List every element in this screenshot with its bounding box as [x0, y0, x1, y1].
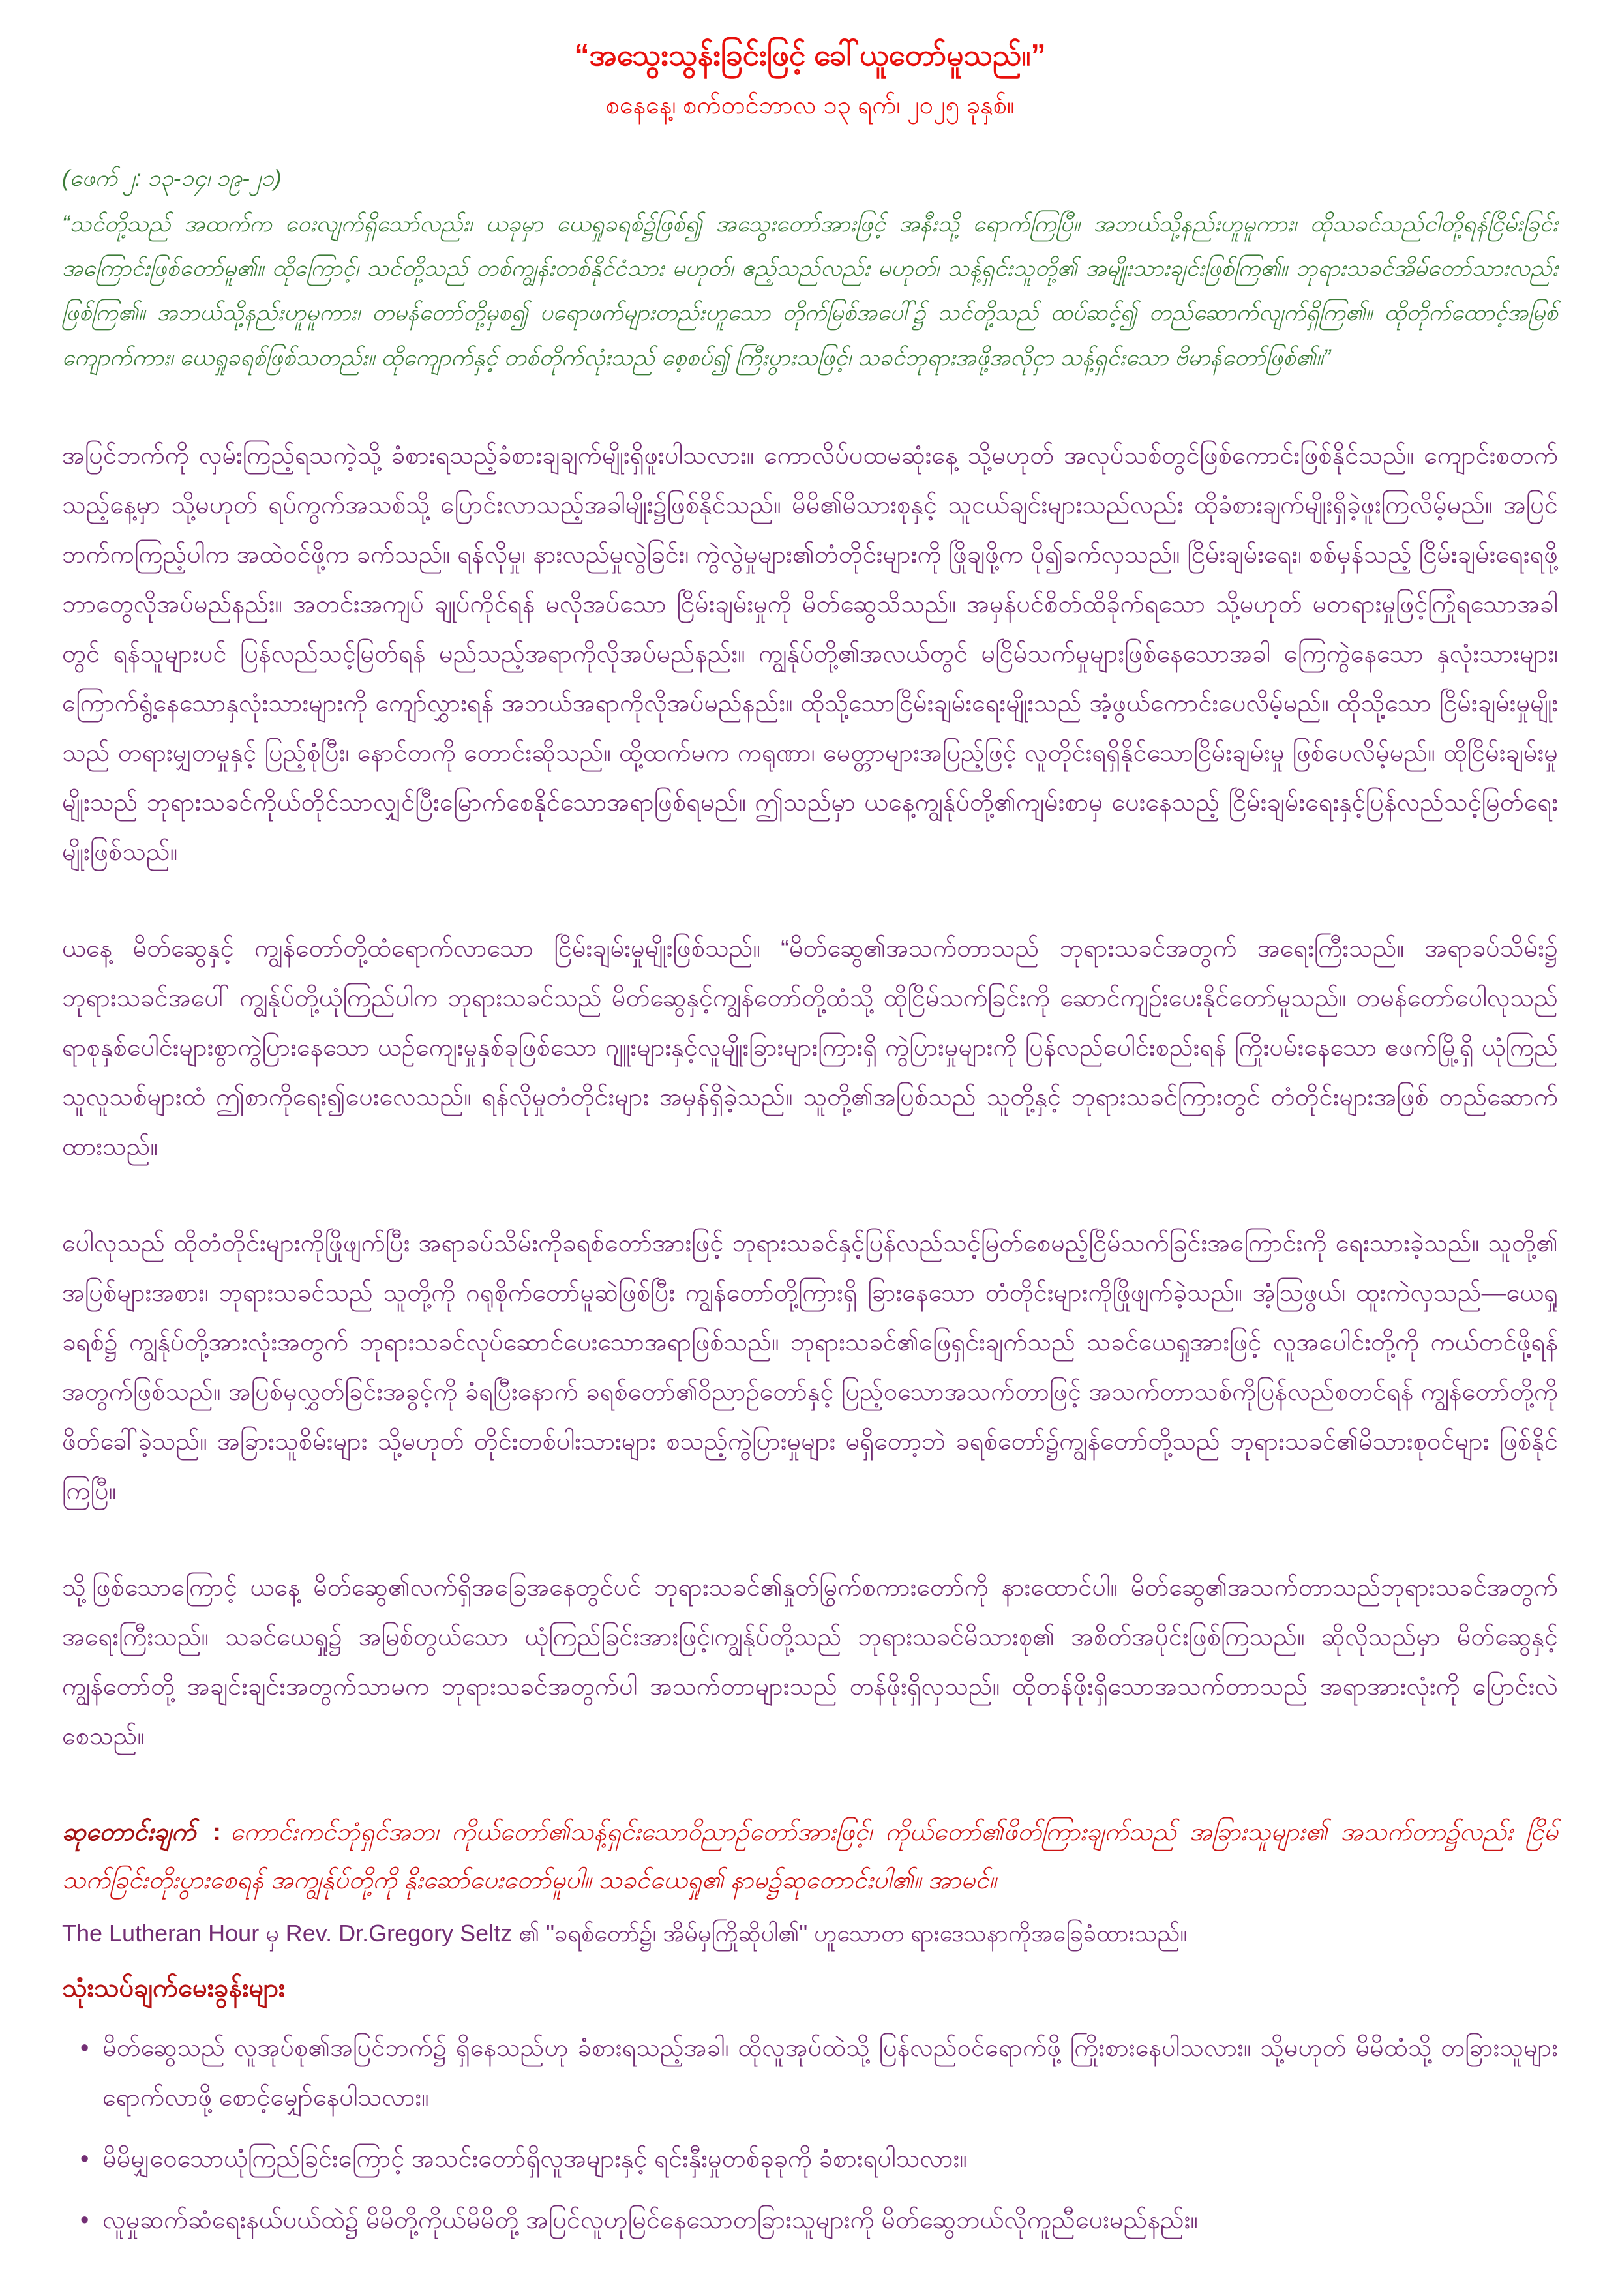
body-paragraph-3: ပေါလုသည် ထိုတံတိုင်းများကိုဖြိုဖျက်ပြီး အရာခပ်သိမ်းကိုခရစ်တော်အားဖြင့် ဘုရားသခင်နှင့်ပြန်လည်သင့်မြတ်စေမည့်ငြိမ်သက်ခြင်းအကြောင်းကို ရေးသားခဲ့သည်။ သူတို့၏ အပြစ်များအစား၊ ဘုရားသခင်သည် သူတို့ကို ဂရုစိုက်တော်မူဆဲဖြစ်ပြီး ကျွန်တော်တို့ကြားရှိ ခြားနေသော တံတိုင်းများကိုဖြိုဖျက်ခဲ့သည်။ အံ့သြဖွယ်၊ ထူးကဲလှသည်—ယေရှုခရစ်၌ ကျွန်ုပ်တို့အားလုံးအတွက် ဘုရားသခင်လုပ်ဆောင်ပေးသောအရာဖြစ်သည်။ ဘုရားသခင်၏ဖြေရှင်းချက်သည် သခင်ယေရှုအားဖြင့် လူအပေါင်းတို့ကို ကယ်တင်ဖို့ရန်အတွက်ဖြစ်သည်။ အပြစ်မှလွှတ်ခြင်းအခွင့်ကို ခံရပြီးနောက် ခရစ်တော်၏ဝိညာဉ်တော်နှင့် ပြည့်ဝသောအသက်တာဖြင့် အသက်တာသစ်ကိုပြန်လည်စတင်ရန် ကျွန်တော်တို့ကို ဖိတ်ခေါ်ခဲ့သည်။ အခြားသူစိမ်းများ သို့မဟုတ် တိုင်းတစ်ပါးသားများ စသည့်ကွဲပြားမှုများ မရှိတော့ဘဲ ခရစ်တော်၌ကျွန်တော်တို့သည် ဘုရားသခင်၏မိသားစုဝင်များ ဖြစ်နိုင်ကြပြီ။ [62, 1229, 1558, 1505]
document-title: “အသွေးသွန်းခြင်းဖြင့် ခေါ်ယူတော်မူသည်။” [574, 38, 1046, 72]
question-item [62, 2134, 1558, 2184]
bullet-icon: • [80, 2207, 89, 2235]
scripture-quote: “သင်တို့သည် အထက်က ဝေးလျက်ရှိသော်လည်း၊ ယခုမှာ ယေရှုခရစ်၌ဖြစ်၍ အသွေးတော်အားဖြင့် အနီးသို့ ရောက်ကြပြီ။ အဘယ်သို့နည်းဟူမူကား၊ ထိုသခင်သည်ငါတို့ရန်ငြိမ်းခြင်းအကြောင်းဖြစ်တော်မူ၏။ ထိုကြောင့်၊ သင်တို့သည် တစ်ကျွန်းတစ်နိုင်ငံသား မဟုတ်၊ ဧည့်သည်လည်း မဟုတ်၊ သန့်ရှင်းသူတို့၏ အမျိုးသားချင်းဖြစ်ကြ၏။ ဘုရားသခင်အိမ်တော်သားလည်း ဖြစ်ကြ၏။ အဘယ်သို့နည်းဟူမူကား၊ တမန်တော်တို့မှစ၍ ပရောဖက်များတည်းဟူသော တိုက်မြစ်အပေါ်၌ သင်တို့သည် ထပ်ဆင့်၍ တည်ဆောက်လျက်ရှိကြ၏။ ထိုတိုက်ထောင့်အမြစ်ကျောက်ကား၊ ယေရှုခရစ်ဖြစ်သတည်း။ ထိုကျောက်နှင့် တစ်တိုက်လုံးသည် စေ့စပ်၍ ကြီးပွားသဖြင့်၊ သခင်ဘုရားအဖို့အလိုငှာ သန့်ရှင်းသော ဗိမာန်တော်ဖြစ်၏။” [62, 211, 1558, 370]
body-paragraph-1: အပြင်ဘက်ကို လှမ်းကြည့်ရသကဲ့သို့ ခံစားရသည့်ခံစားချချက်မျိုးရှိဖူးပါသလား။ ကောလိပ်ပထမဆုံးနေ့ သို့မဟုတ် အလုပ်သစ်တွင်ဖြစ်ကောင်းဖြစ်နိုင်သည်။ ကျောင်းစတက်သည့်နေ့မှာ သို့မဟုတ် ရပ်ကွက်အသစ်သို့ ပြောင်းလာသည့်အခါမျိုး၌ဖြစ်နိုင်သည်။ မိမိ၏မိသားစုနှင့် သူငယ်ချင်းများသည်လည်း ထိုခံစားချက်မျိုးရှိခဲ့ဖူးကြလိမ့်မည်။ အပြင်ဘက်ကကြည့်ပါက အထဲဝင်ဖို့က ခက်သည်။ ရန်လိုမှု၊ နားလည်မှုလွဲခြင်း၊ ကွဲလွဲမှုများ၏တံတိုင်းများကို ဖြိုချဖို့က ပို၍ခက်လှသည်။ ငြိမ်းချမ်းရေး၊ စစ်မှန်သည့် ငြိမ်းချမ်းရေးရဖို့ ဘာတွေလိုအပ်မည်နည်း။ အတင်းအကျပ် ချုပ်ကိုင်ရန် မလိုအပ်သော ငြိမ်းချမ်းမှုကို မိတ်ဆွေသိသည်။ အမှန်ပင်စိတ်ထိခိုက်ရသော သို့မဟုတ် မတရားမှုဖြင့်ကြုံရသောအခါတွင် ရန်သူများပင် ပြန်လည်သင့်မြတ်ရန် မည်သည့်အရာကိုလိုအပ်မည်နည်း။ ကျွန်ုပ်တို့၏အလယ်တွင် မငြိမ်သက်မှုများဖြစ်နေသောအခါ ကြေကွဲနေသော နှလုံးသားများ၊ ကြောက်ရွံ့နေသောနှလုံးသားများကို ကျော်လွှားရန် အဘယ်အရာကိုလိုအပ်မည်နည်း။ ထိုသို့သောငြိမ်းချမ်းရေးမျိုးသည် အံ့ဖွယ်ကောင်းပေလိမ့်မည်။ ထိုသို့သော ငြိမ်းချမ်းမှုမျိုးသည် တရားမျှတမှုနှင့် ပြည့်စုံပြီး၊ နောင်တကို တောင်းဆိုသည်။ ထို့ထက်မက ကရုဏာ၊ မေတ္တာများအပြည့်ဖြင့် လူတိုင်းရရှိနိုင်သောငြိမ်းချမ်းမှု ဖြစ်ပေလိမ့်မည်။ ထိုငြိမ်းချမ်းမှုမျိုးသည် ဘုရားသခင်ကိုယ်တိုင်သာလျှင်ပြီးမြောက်စေနိုင်သောအရာဖြစ်ရမည်။ ဤသည်မှာ ယနေ့ကျွန်ုပ်တို့၏ကျမ်းစာမှ ပေးနေသည့် ငြိမ်းချမ်းရေးနှင့်ပြန်လည်သင့်မြတ်ရေးမျိုးဖြစ်သည်။ [62, 441, 1558, 866]
prayer-paragraph [62, 1808, 1558, 1905]
question-text: လူမှုဆက်ဆံရေးနယ်ပယ်ထဲ၌ မိမိတို့ကိုယ်မိမိတို့ အပြင်လူဟုမြင်နေသောတခြားသူများကို မိတ်ဆွေဘယ်လိုကူညီပေးမည်နည်း။ [102, 2207, 1198, 2235]
body-paragraph-2: ယနေ့ မိတ်ဆွေနှင့် ကျွန်တော်တို့ထံရောက်လာသော ငြိမ်းချမ်းမှုမျိုးဖြစ်သည်။ “မိတ်ဆွေ၏အသက်တာသည် ဘုရားသခင်အတွက် အရေးကြီးသည်။ အရာခပ်သိမ်း၌ ဘုရားသခင်အပေါ် ကျွန်ုပ်တို့ယုံကြည်ပါက ဘုရားသခင်သည် မိတ်ဆွေနှင့်ကျွန်တော်တို့ထံသို့ ထိုငြိမ်သက်ခြင်းကို ဆောင်ကျဉ်းပေးနိုင်တော်မူသည်။ တမန်တော်ပေါလုသည် ရာစုနှစ်ပေါင်းများစွာကွဲပြားနေသော ယဉ်ကျေးမှုနှစ်ခုဖြစ်သော ဂျူးများနှင့်လူမျိုးခြားများကြားရှိ ကွဲပြားမှုများကို ပြန်လည်ပေါင်းစည်းရန် ကြိုးပမ်းနေသော ဧဖက်မြို့ရှိ ယုံကြည်သူလူသစ်များထံ ဤစာကိုရေး၍ပေးလေသည်။ ရန်လိုမှုတံတိုင်းများ အမှန်ရှိခဲ့သည်။ သူတို့၏အပြစ်သည် သူတို့နှင့် ဘုရားသခင်ကြားတွင် တံတိုင်းများအဖြစ် တည်ဆောက်ထားသည်။ [62, 934, 1558, 1161]
body-paragraph-4: သို့ဖြစ်သောကြောင့် ယနေ့ မိတ်ဆွေ၏လက်ရှိအခြေအနေတွင်ပင် ဘုရားသခင်၏နှုတ်မြွက်စကားတော်ကို နားထောင်ပါ။ မိတ်ဆွေ၏အသက်တာသည်ဘုရားသခင်အတွက်အရေးကြီးသည်။ သခင်ယေရှု၌ အမြစ်တွယ်သော ယုံကြည်ခြင်းအားဖြင့်၊ကျွန်ုပ်တို့သည် ဘုရားသခင်မိသားစု၏ အစိတ်အပိုင်းဖြစ်ကြသည်။ ဆိုလိုသည်မှာ မိတ်ဆွေနှင့် ကျွန်တော်တို့ အချင်းချင်းအတွက်သာမက ဘုရားသခင်အတွက်ပါ အသက်တာများသည် တန်ဖိုးရှိလှသည်။ ထိုတန်ဖိုးရှိသောအသက်တာသည် အရာအားလုံးကို ပြောင်းလဲစေသည်။ [62, 1573, 1558, 1750]
question-item [62, 2196, 1558, 2245]
questions-heading: သုံးသပ်ချက်မေးခွန်းများ [62, 1974, 286, 2003]
question-item [62, 2023, 1558, 2123]
scripture-reference: (ဖေက် ၂: ၁၃-၁၄၊ ၁၉-၂၁) [62, 166, 282, 192]
date-line: စနေနေ့၊ စက်တင်ဘာလ ၁၃ ရက်၊ ၂၀၂၅ ခုနှစ်။ [605, 91, 1015, 119]
prayer-separator: : [213, 1818, 221, 1846]
question-text: မိမိမျှဝေသောယုံကြည်ခြင်းကြောင့် အသင်းတော်ရှိလူအများနှင့် ရင်းနှီးမှုတစ်ခုခုကို ခံစားရပါသလား။ [102, 2145, 967, 2173]
prayer-label: ဆုတောင်းချက် [62, 1818, 196, 1846]
prayer-text: ကောင်းကင်ဘုံရှင်အဘ၊ ကိုယ်တော်၏သန့်ရှင်းသောဝိညာဉ်တော်အားဖြင့်၊ ကိုယ်တော်၏ဖိတ်ကြားချက်သည် အခြားသူများ၏ အသက်တာ၌လည်း ငြိမ်သက်ခြင်းတိုးပွားစေရန် အကျွန်ုပ်တို့ကို နိုးဆော်ပေးတော်မူပါ။ သခင်ယေရှု၏ နာမ၌ဆုတောင်းပါ၏။ အာမင်။ [62, 1818, 1558, 1894]
bullet-icon: • [80, 2145, 89, 2173]
attribution-line: The Lutheran Hour မှ Rev. Dr.Gregory Seltz ၏ "ခရစ်တော်၌၊ အိမ်မှကြိုဆိုပါ၏" ဟူသောတ ရားဒေသနာကိုအခြေခံထားသည်။ [62, 1920, 1188, 1947]
bullet-icon: • [80, 2035, 89, 2063]
question-text: မိတ်ဆွေသည် လူအုပ်စု၏အပြင်ဘက်၌ ရှိနေသည်ဟု ခံစားရသည့်အခါ၊ ထိုလူအုပ်ထဲသို့ ပြန်လည်ဝင်ရောက်ဖို့ ကြိုးစားနေပါသလား။ သို့မဟုတ် မိမိထံသို့ တခြားသူများရောက်လာဖို့ စောင့်မျှော်နေပါသလား။ [102, 2035, 1558, 2112]
questions-list [62, 2023, 1558, 2245]
